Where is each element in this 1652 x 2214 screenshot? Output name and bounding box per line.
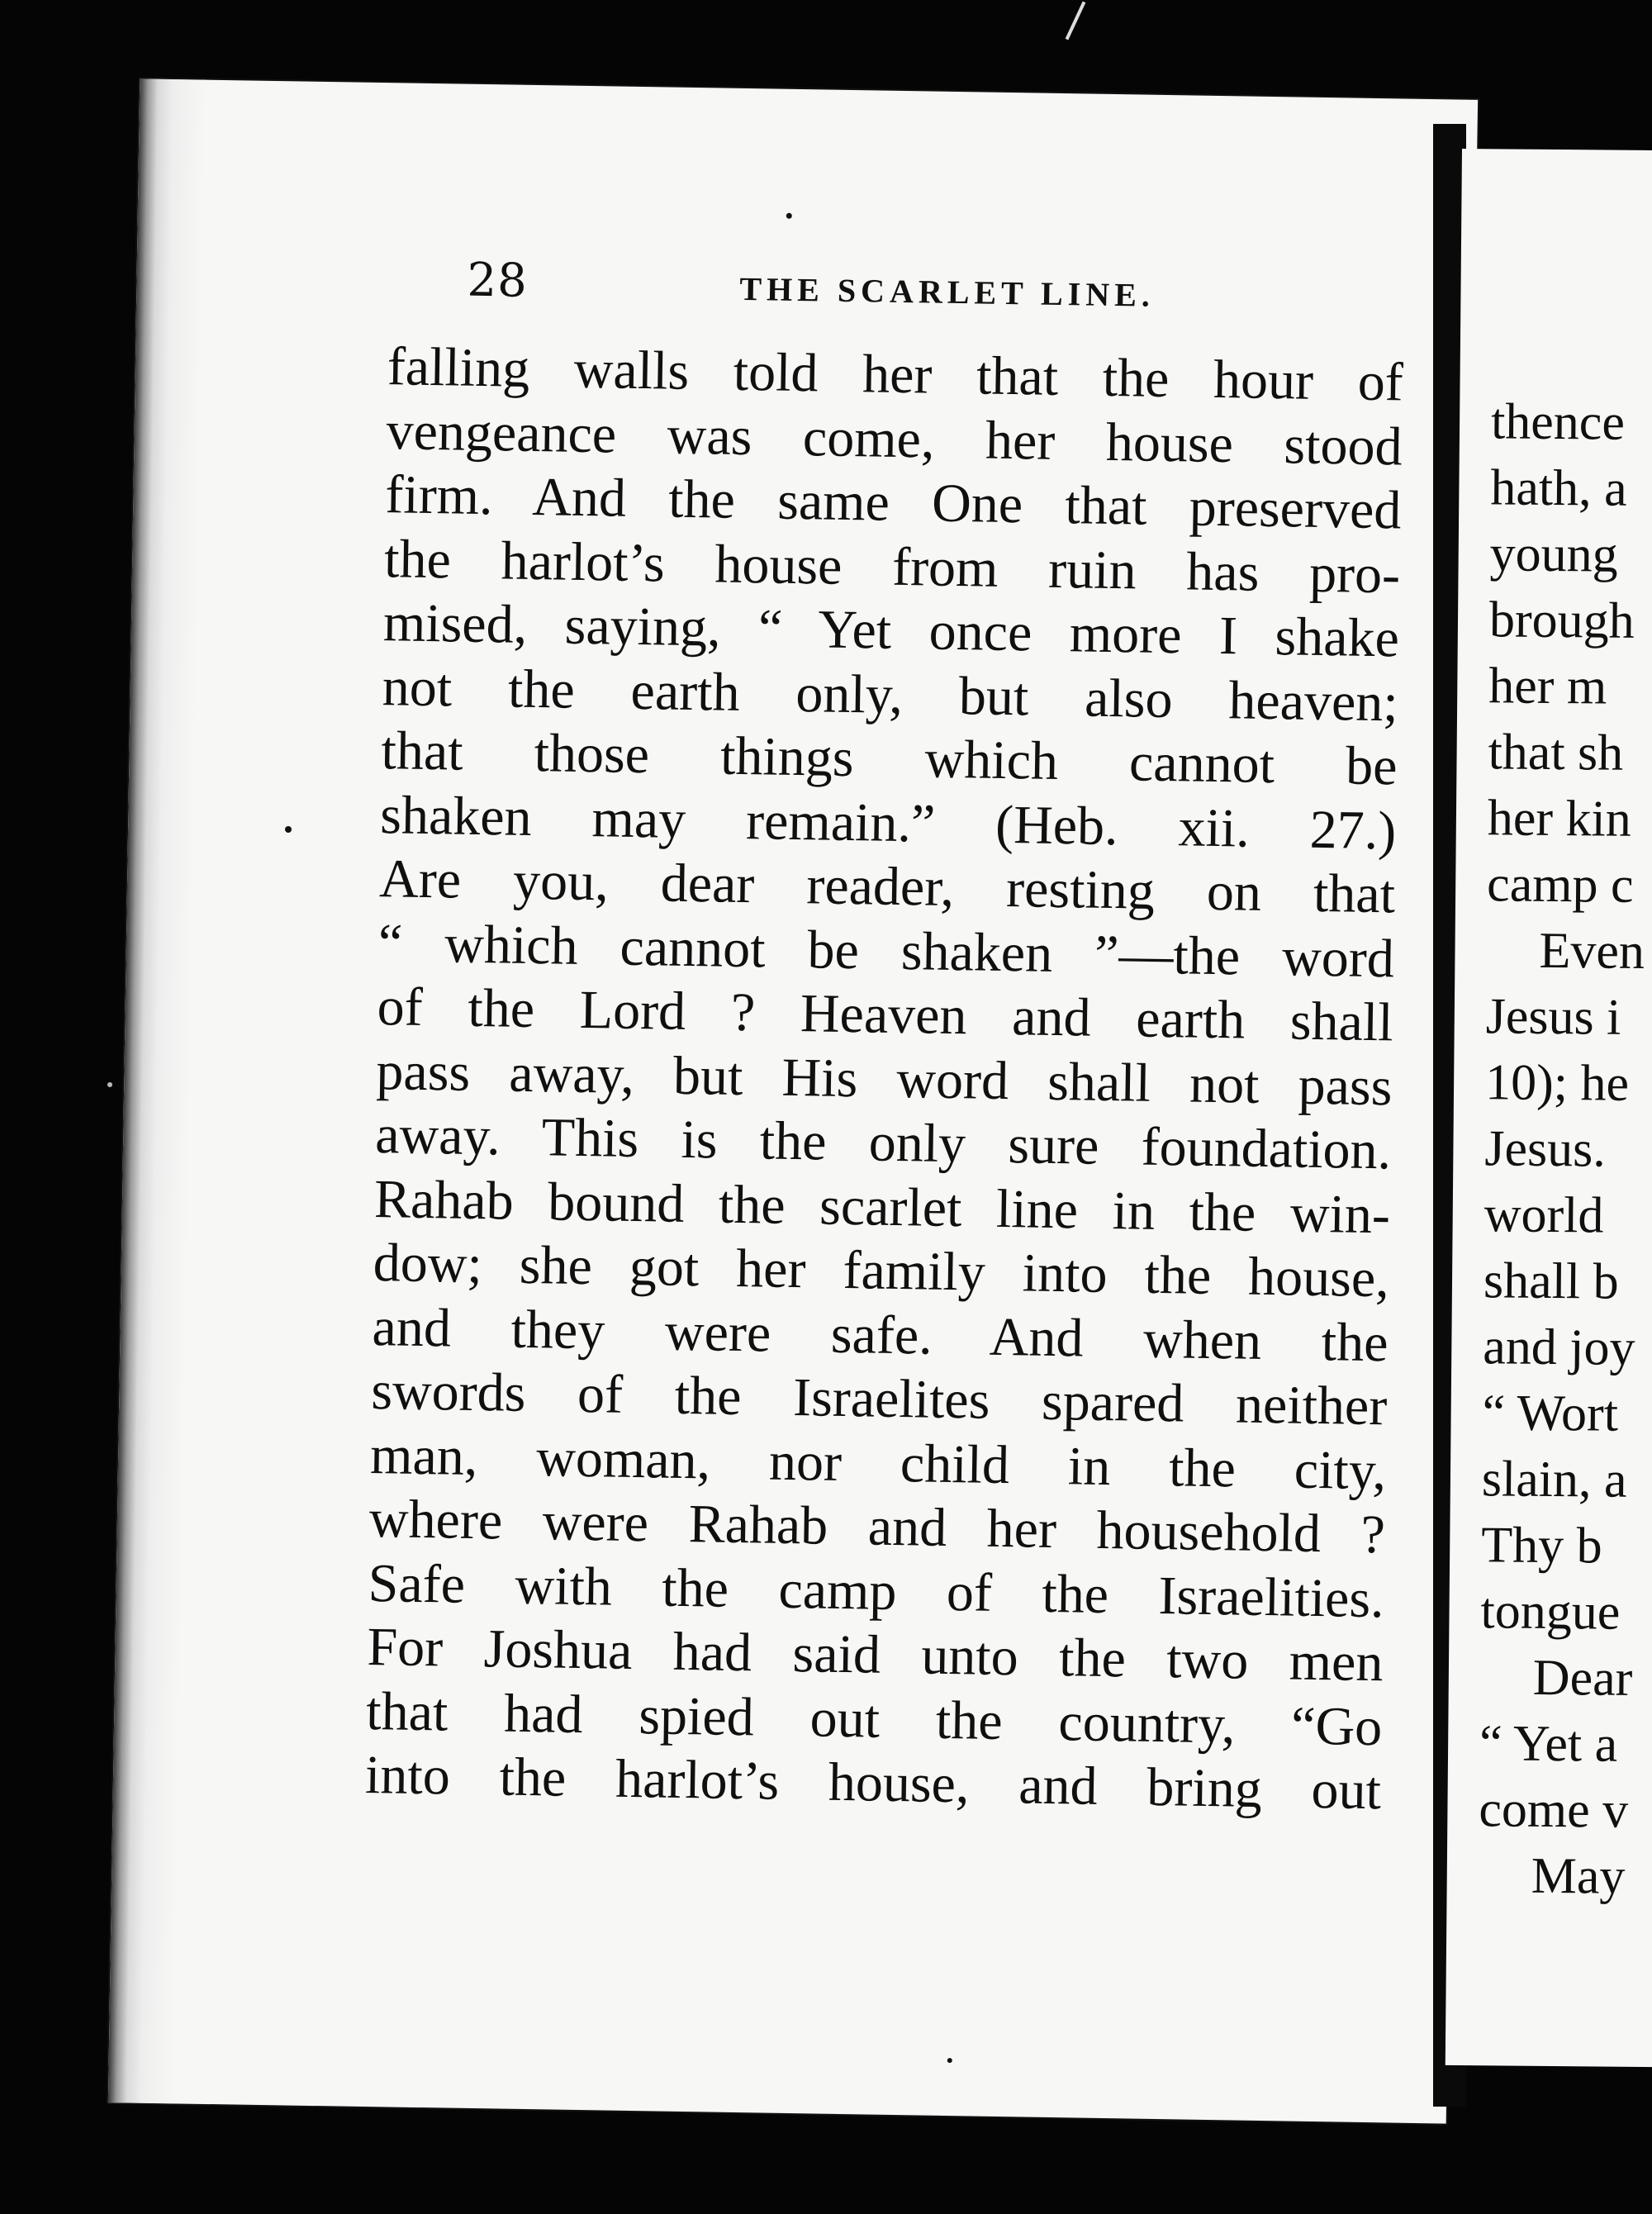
text-line: swords of the Israelites spared neither [370,1361,1388,1437]
right-text-line: May [1531,1847,1626,1905]
right-text-line: “ Yet a [1479,1715,1618,1773]
text-line: vengeance was come, her house stood [386,400,1403,477]
text-line: shaken may remain.” (Heb. xii. 27.) [379,784,1397,861]
text-line: mised, saying, “ Yet once more I shake [382,592,1400,669]
right-text-line: Jesus. [1484,1120,1607,1178]
running-title: THE SCARLET LINE. [739,269,1156,314]
right-text-line: come v [1479,1781,1629,1839]
text-line: Safe with the camp of the Israelities. [368,1552,1385,1629]
right-text-line: tongue [1480,1583,1621,1641]
right-text-line: hath, a [1490,459,1627,517]
text-line: man, woman, nor child in the city, [369,1424,1387,1501]
right-text-line: young [1489,525,1619,583]
text-line: Rahab bound the scarlet line in the win- [373,1168,1391,1245]
right-text-line: camp c [1486,856,1634,914]
text-line: that had spied out the country, “Go [365,1680,1383,1757]
text-line: not the earth only, but also heaven; [382,656,1399,733]
text-line: pass away, but His word shall not pass [375,1040,1393,1117]
page-number: 28 [467,253,529,308]
right-text-line: that sh [1488,724,1624,782]
right-text-line: shall b [1483,1252,1619,1310]
right-text-line: 10); he [1484,1054,1630,1112]
body-text [365,335,1404,1823]
ink-speck [285,826,292,833]
text-line: where were Rahab and her household ? [368,1489,1386,1565]
right-text-line: Jesus i [1485,988,1621,1046]
right-text-line: thence [1490,393,1626,451]
ink-speck [947,2058,952,2063]
right-text-line: slain, a [1481,1451,1627,1508]
right-text-line: Thy b [1480,1517,1602,1575]
left-page [108,78,1478,2123]
text-line: falling walls told her that the hour of [387,336,1404,413]
text-line: Are you, dear reader, resting on that [378,848,1396,925]
text-line: away. This is the only sure foundation. [374,1105,1392,1181]
ink-speck [786,213,792,219]
right-text-line: her m [1488,658,1607,715]
right-text-line: and joy [1483,1318,1635,1376]
right-text-line: Dear [1532,1649,1633,1707]
right-text-line: world [1483,1186,1604,1244]
right-text-line: brough [1488,592,1635,649]
text-line: dow; she got her family into the house, [373,1233,1390,1309]
text-line: firm. And the same One that preserved [384,464,1402,541]
right-text-line: her kin [1487,790,1632,848]
ink-speck [107,1082,112,1087]
text-line: “ which cannot be shaken ”—the word [377,912,1395,989]
right-page-text [1478,388,1649,1910]
text-line: and they were safe. And when the [372,1296,1389,1373]
right-text-line: Even [1539,922,1645,980]
running-head [467,254,1376,334]
text-line: For Joshua had said unto the two men [366,1616,1384,1694]
text-line: that those things which cannot be [381,720,1398,797]
text-line: into the harlot’s house, and bring out [364,1744,1382,1822]
text-line: of the Lord ? Heaven and earth shall [377,976,1394,1053]
right-text-line: “ Wort [1482,1385,1619,1442]
right-page [1446,149,1652,2068]
text-line: the harlot’s house from ruin has pro- [383,528,1401,605]
